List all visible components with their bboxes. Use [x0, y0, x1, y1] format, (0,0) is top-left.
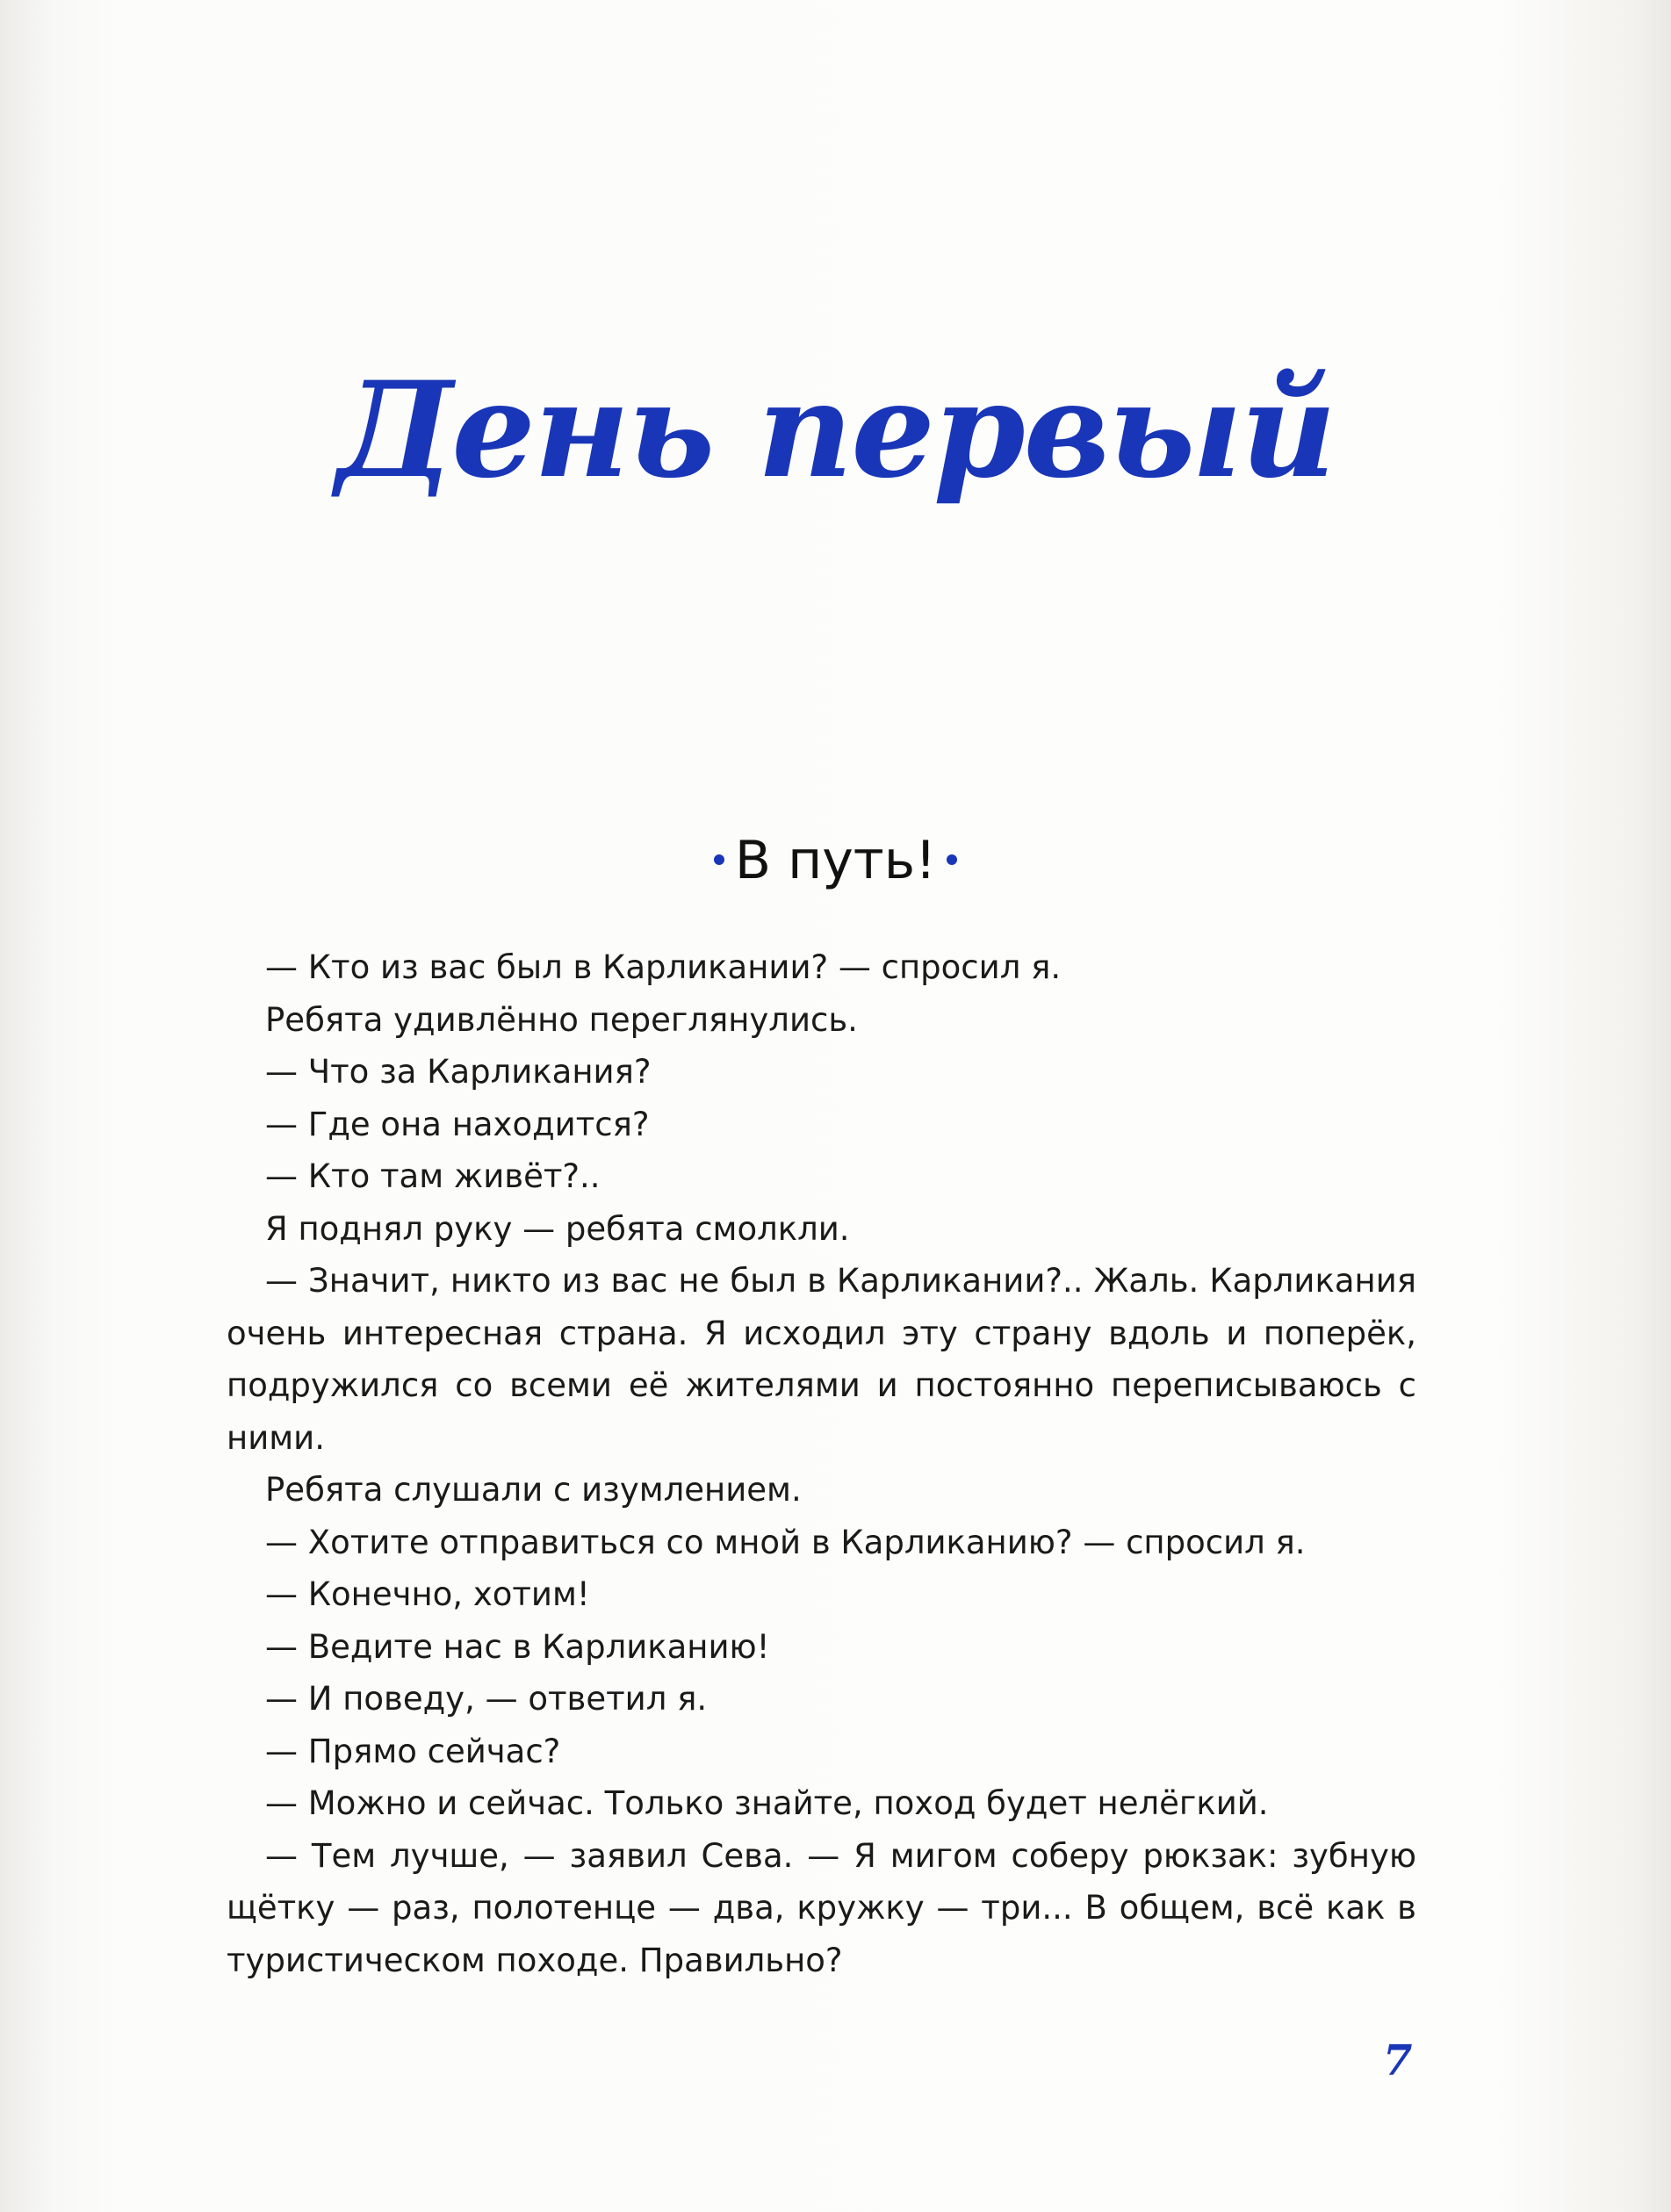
bullet-dot-icon: [714, 854, 724, 865]
paragraph: — И поведу, — ответил я.: [265, 1680, 708, 1718]
paragraph: — Значит, никто из вас не был в Карликании?.. Жаль. Карликания очень интересная страна. Я исходил эту страну вдоль и поперёк, подружился со всеми её жителями и постоянно переписываюсь с ними.: [227, 1262, 1416, 1457]
page-number: 7: [1383, 2036, 1413, 2086]
paragraph: Ребята слушали с изумлением.: [265, 1471, 802, 1509]
paragraph: Я поднял руку — ребята смолкли.: [265, 1209, 850, 1248]
paragraph: — Хотите отправиться со мной в Карликанию? — спросил я.: [265, 1523, 1306, 1561]
paragraph: — Конечно, хотим!: [265, 1575, 590, 1613]
section-title: [0, 830, 1671, 891]
paragraph: — Кто из вас был в Карликании? — спросил я.: [265, 948, 1062, 986]
paragraph: — Можно и сейчас. Только знайте, поход будет нелёгкий.: [265, 1784, 1269, 1822]
paragraph: — Прямо сейчас?: [265, 1732, 561, 1770]
paragraph: — Ведите нас в Карликанию!: [265, 1627, 770, 1666]
paragraph: — Тем лучше, — заявил Сева. — Я мигом соберу рюкзак: зубную щётку — раз, полотенце — два, кружку — три... В общем, всё как в туристическом походе. Правильно?: [227, 1836, 1416, 1979]
paragraph: — Кто там живёт?..: [265, 1157, 601, 1195]
body-text: [227, 941, 1416, 1986]
paragraph: Ребята удивлённо переглянулись.: [265, 1000, 858, 1039]
paragraph: — Где она находится?: [265, 1105, 650, 1143]
paragraph: — Что за Карликания?: [265, 1053, 652, 1091]
section-title-text: В путь!: [734, 830, 937, 891]
bullet-dot-icon: [947, 854, 957, 865]
chapter-title: День первый: [336, 353, 1335, 508]
